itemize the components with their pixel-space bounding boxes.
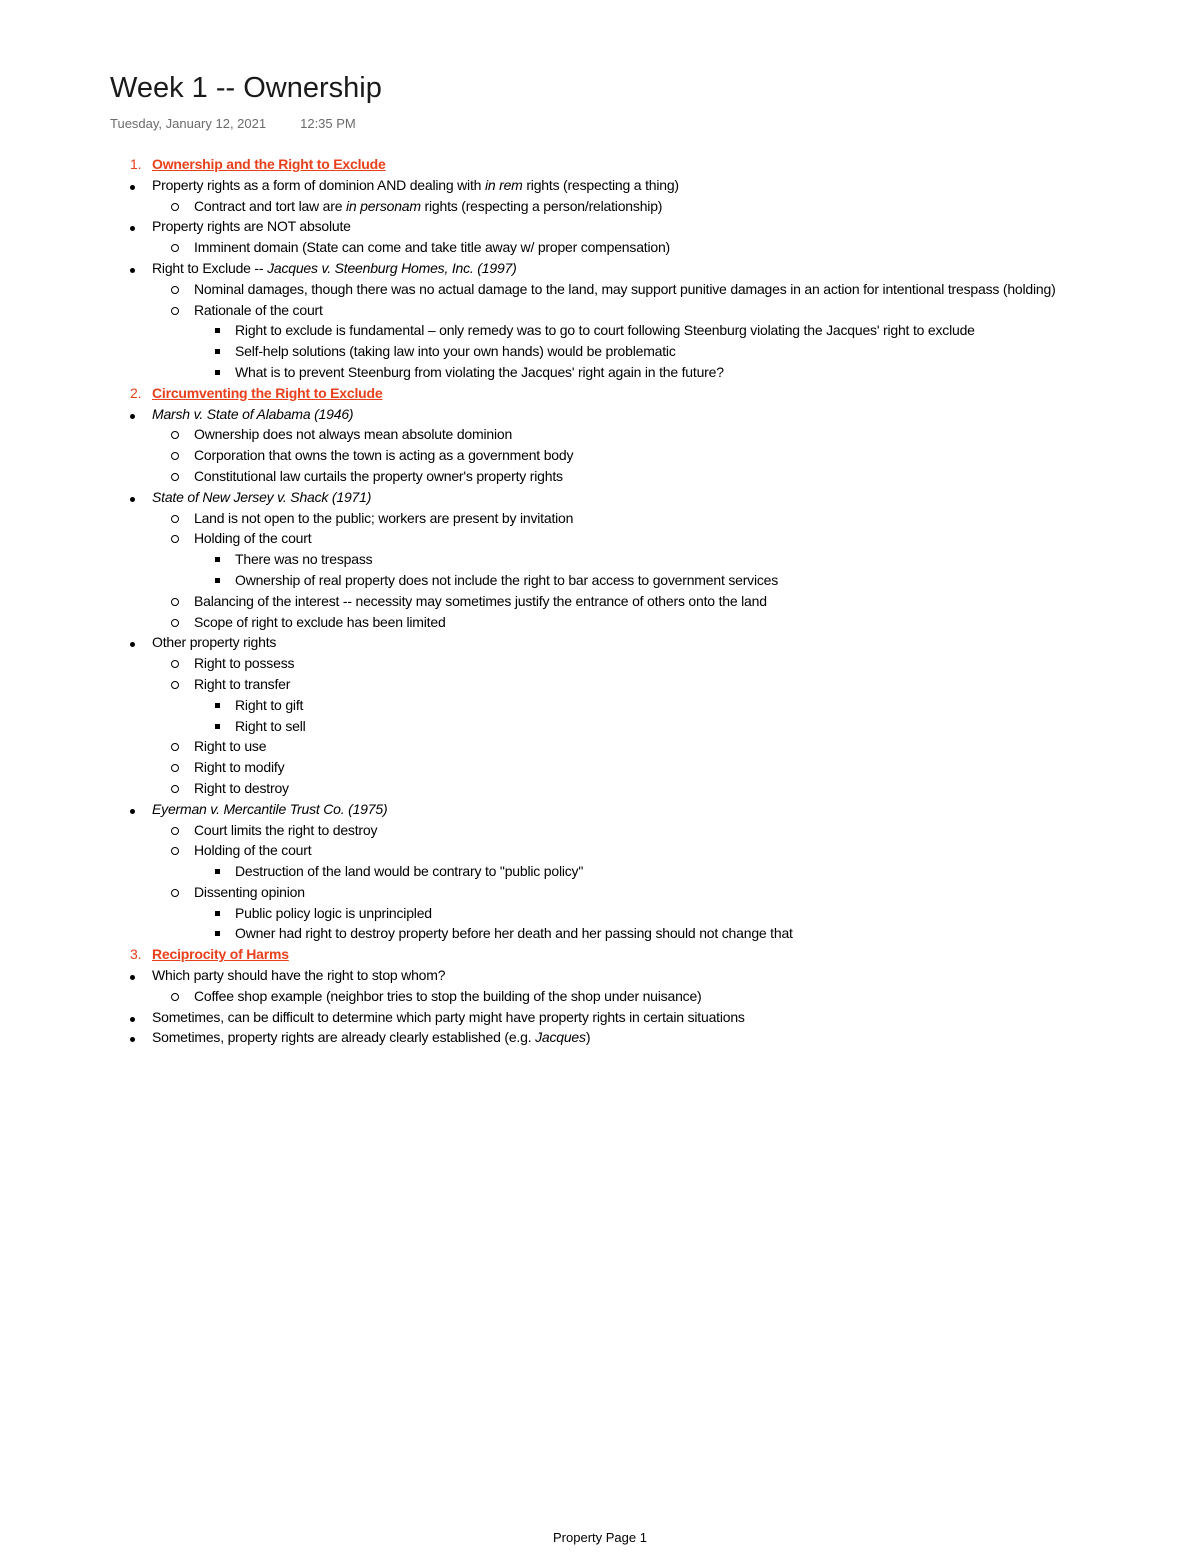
outline-item [0,196,1200,217]
outline-item [0,424,1200,445]
outline-item-text [235,903,432,924]
text-run: What is to prevent Steenburg from violating the Jacques' right again in the future? [235,363,724,380]
outline-item-text [152,175,679,196]
bullet-square-icon [215,362,220,383]
outline-item [0,570,1200,591]
note-dateline [110,116,356,131]
text-run: Constitutional law curtails the property owner's property rights [194,467,563,484]
bullet-circle-icon [171,237,179,258]
case-citation: in rem [484,176,523,193]
section-heading-text [152,154,386,175]
outline-item [0,778,1200,799]
bullet-circle-icon [171,445,179,466]
bullet-square-icon [215,923,220,944]
outline-item [0,716,1200,737]
bullet-circle-icon [171,840,179,861]
bullet-circle-icon [171,820,179,841]
outline-item-text [194,424,512,445]
bullet-circle-icon [171,279,179,300]
outline-item [0,799,1200,820]
note-date: Tuesday, January 12, 2021 [110,116,267,131]
outline-item [0,632,1200,653]
bullet-square-icon [215,695,220,716]
text-run: Court limits the right to destroy [194,821,378,838]
outline-item-text [152,404,353,425]
outline-item-text [152,258,517,279]
text-run: Right to transfer [194,675,291,692]
text-run: Right to possess [194,655,295,672]
outline-item [0,487,1200,508]
outline-item-text [235,570,778,591]
outline-item-text [235,923,793,944]
outline-item-text [235,362,724,383]
section-number: 1. [130,156,142,172]
page-title: Week 1 -- Ownership [110,72,382,104]
outline-item-text [194,279,1056,300]
outline-item-text [152,1027,590,1048]
outline-item [0,320,1200,341]
text-run: Nominal damages, though there was no actual damage to the land, may support punitive damages in an action for intentional trespass (holding) [194,280,1056,297]
text-run: ) [585,1029,591,1046]
outline-item-text [152,965,445,986]
text-run: Right to Exclude -- [152,259,268,276]
outline-item [0,300,1200,321]
section-heading [0,154,1200,175]
section-heading [0,944,1200,965]
outline-item [0,695,1200,716]
outline-item [0,404,1200,425]
outline-item-text [194,237,670,258]
bullet-dot-icon [130,216,135,237]
bullet-dot-icon [130,1027,135,1048]
section-number: 3. [130,946,142,963]
text-run: Dissenting opinion [194,883,305,900]
case-citation: Jacques v. Steenburg Homes, Inc. (1997) [267,259,517,276]
text-run: Right to use [194,738,267,755]
outline-item-text [194,528,311,549]
bullet-circle-icon [171,653,179,674]
outline-item-text [235,320,975,341]
bullet-circle-icon [171,736,179,757]
outline-item [0,508,1200,529]
outline-item [0,466,1200,487]
bullet-square-icon [215,341,220,362]
outline-item [0,840,1200,861]
text-run: Owner had right to destroy property before her death and her passing should not change that [235,925,793,942]
outline-item-text [194,653,294,674]
outline-item [0,736,1200,757]
text-run: Imminent domain (State can come and take title away w/ proper compensation) [194,239,671,256]
bullet-dot-icon [130,487,135,508]
bullet-circle-icon [171,612,179,633]
bullet-dot-icon [130,404,135,425]
text-run: Destruction of the land would be contrary to "public policy" [235,863,584,880]
outline-item-text [194,840,311,861]
outline-item-text [194,508,573,529]
text-run: Ownership does not always mean absolute dominion [194,426,513,443]
text-run: Property rights as a form of dominion AND dealing with [152,176,485,193]
bullet-circle-icon [171,528,179,549]
section-heading-text [152,944,289,965]
outline-item [0,216,1200,237]
text-run: Self-help solutions (taking law into your own hands) would be problematic [235,343,676,360]
outline-item [0,903,1200,924]
case-citation: in personam [346,197,421,214]
outline-item-text [194,466,563,487]
text-run: Coffee shop example (neighbor tries to stop the building of the shop under nuisance) [194,987,702,1004]
outline-item [0,591,1200,612]
text-run: Scope of right to exclude has been limited [194,613,446,630]
outline-item [0,528,1200,549]
outline-item [0,674,1200,695]
bullet-circle-icon [171,674,179,695]
text-run: Reciprocity of Harms [152,946,289,963]
outline-item [0,612,1200,633]
outline-item [0,279,1200,300]
text-run: Right to sell [235,717,306,734]
bullet-circle-icon [171,757,179,778]
bullet-dot-icon [130,799,135,820]
bullet-dot-icon [130,965,135,986]
text-run: Right to gift [235,696,304,713]
outline-item [0,653,1200,674]
text-run: Holding of the court [194,530,312,547]
bullet-dot-icon [130,632,135,653]
outline-item-text [194,736,266,757]
bullet-square-icon [215,861,220,882]
section-heading [0,383,1200,404]
case-citation: Eyerman v. Mercantile Trust Co. (1975) [152,800,388,817]
text-run: Which party should have the right to stop whom? [152,967,446,984]
outline-item-text [152,487,371,508]
text-run: Sometimes, can be difficult to determine which party might have property rights in certain situations [152,1008,745,1025]
outline-item [0,445,1200,466]
outline-item [0,341,1200,362]
text-run: Land is not open to the public; workers are present by invitation [194,509,574,526]
note-time: 12:35 PM [300,116,356,131]
text-run: Circumventing the Right to Exclude [152,384,383,401]
bullet-circle-icon [171,300,179,321]
text-run: Ownership of real property does not include the right to bar access to government services [235,571,779,588]
notes-outline [0,154,1200,1048]
text-run: Rationale of the court [194,301,323,318]
text-run: Other property rights [152,634,277,651]
text-run: Right to exclude is fundamental – only remedy was to go to court following Steenburg violating the Jacques' right to exclude [235,322,975,339]
bullet-circle-icon [171,778,179,799]
bullet-square-icon [215,320,220,341]
text-run: Right to destroy [194,779,289,796]
text-run: Sometimes, property rights are already clearly established (e.g. [152,1029,536,1046]
outline-item [0,923,1200,944]
outline-item [0,258,1200,279]
outline-item-text [152,216,351,237]
outline-item [0,1007,1200,1028]
bullet-dot-icon [130,175,135,196]
outline-item-text [152,1007,745,1028]
outline-item [0,986,1200,1007]
text-run: Public policy logic is unprincipled [235,904,432,921]
outline-item [0,237,1200,258]
text-run: Balancing of the interest -- necessity may sometimes justify the entrance of others onto the land [194,592,767,609]
section-heading-text [152,383,382,404]
outline-item-text [235,695,303,716]
bullet-square-icon [215,716,220,737]
outline-item-text [194,757,284,778]
page-footer: Property Page 1 [553,1530,647,1545]
outline-item-text [194,986,702,1007]
text-run: Right to modify [194,759,285,776]
outline-item-text [194,882,305,903]
bullet-dot-icon [130,258,135,279]
outline-item-text [235,716,306,737]
outline-item-text [194,612,446,633]
outline-item-text [152,632,276,653]
bullet-circle-icon [171,466,179,487]
outline-item [0,1027,1200,1048]
outline-item-text [194,820,377,841]
outline-item [0,175,1200,196]
bullet-square-icon [215,570,220,591]
outline-item [0,549,1200,570]
bullet-square-icon [215,549,220,570]
bullet-circle-icon [171,196,179,217]
outline-item [0,362,1200,383]
case-citation: Jacques [535,1029,586,1046]
outline-item-text [235,549,372,570]
case-citation: Marsh v. State of Alabama (1946) [152,405,354,422]
bullet-circle-icon [171,882,179,903]
text-run: rights (respecting a thing) [522,176,679,193]
text-run: Corporation that owns the town is acting as a government body [194,447,574,464]
outline-item [0,965,1200,986]
outline-item-text [152,799,387,820]
outline-item-text [194,591,767,612]
bullet-dot-icon [130,1007,135,1028]
outline-item-text [194,196,662,217]
outline-item-text [194,778,289,799]
text-run: Contract and tort law are [194,197,346,214]
outline-item [0,882,1200,903]
outline-item-text [194,445,573,466]
section-number: 2. [130,384,142,401]
outline-item-text [235,341,676,362]
bullet-circle-icon [171,424,179,445]
outline-item [0,820,1200,841]
outline-item [0,861,1200,882]
case-citation: State of New Jersey v. Shack (1971) [152,488,372,505]
text-run: Ownership and the Right to Exclude [152,156,386,172]
bullet-circle-icon [171,986,179,1007]
bullet-square-icon [215,903,220,924]
outline-item-text [194,300,323,321]
text-run: There was no trespass [235,551,373,568]
text-run: Property rights are NOT absolute [152,218,351,235]
bullet-circle-icon [171,591,179,612]
text-run: rights (respecting a person/relationship) [420,197,663,214]
outline-item-text [194,674,290,695]
outline-item [0,757,1200,778]
outline-item-text [235,861,583,882]
text-run: Holding of the court [194,842,312,859]
bullet-circle-icon [171,508,179,529]
